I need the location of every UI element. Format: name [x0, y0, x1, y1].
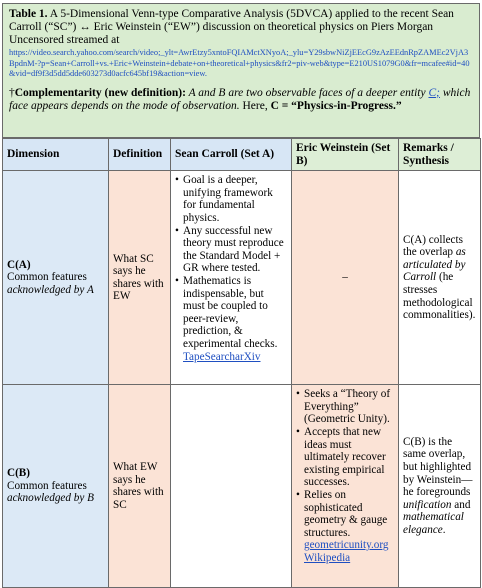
- row-b-dimension: [3, 385, 109, 588]
- row-a-definition: What SC says he shares with EW: [109, 171, 171, 385]
- list-item: • Any successful new theory must reproduce the Standard Model + GR where tested.: [175, 225, 287, 275]
- list-item: • Seeks a “Theory of Everything” (Geometric Unity).: [296, 388, 394, 426]
- header-dimension: Dimension: [3, 139, 109, 171]
- row-b-weinstein: [292, 385, 399, 588]
- header-carroll: Sean Carroll (Set A): [171, 139, 292, 171]
- list-item: • Goal is a deeper, unifying framework for fundamental physics.: [175, 174, 287, 224]
- row-b-remarks-italic-2: mathematical elegance: [403, 511, 464, 536]
- row-b-remarks-italic-1: unification: [403, 498, 452, 511]
- header-weinstein: Eric Weinstein (Set B): [292, 139, 399, 171]
- row-b-carroll: [171, 385, 292, 588]
- note-definition: A and B are two observable faces of a deeper entity: [185, 86, 429, 99]
- note-physics-in-progress: C = “Physics-in-Progress.”: [270, 99, 402, 112]
- row-b-remarks-end: .: [442, 523, 446, 536]
- row-b-weinstein-list: [296, 388, 394, 539]
- list-item: • Accepts that new ideas must ultimately recover existing empirical successes.: [296, 426, 394, 489]
- row-a-remarks-italic: as articulated by Carroll: [403, 246, 466, 284]
- note-here: Here,: [239, 99, 271, 112]
- geometricunity-link[interactable]: geometricunity.org: [304, 539, 389, 552]
- row-a-title: C(A): [7, 258, 31, 271]
- dagger-mark: †: [9, 86, 15, 99]
- row-a-remarks-text: C(A) collects the overlap: [403, 233, 463, 259]
- list-item: • Mathematics is indispensable, but must be coupled to peer-review, prediction, & experimental checks.: [175, 275, 287, 351]
- row-a-weinstein: –: [292, 171, 399, 385]
- note-entity: C;: [428, 86, 440, 99]
- wikipedia-link[interactable]: Wikipedia: [304, 551, 351, 564]
- header-row: [3, 139, 481, 171]
- complementarity-note: [9, 87, 473, 113]
- caption-body: A 5-Dimensional Venn-type Comparative Analysis (5DVCA) applied to the recent Sean Carroll (“SC”) ↔ Eric Weinstein (“EW”) discussion on theoretical physics on Piers Morgan Uncensored streamed at: [9, 8, 454, 46]
- row-a-dimension: [3, 171, 109, 385]
- row-b-definition: What EW says he shares with SC: [109, 385, 171, 588]
- row-a-dim-text: Common features: [7, 271, 87, 284]
- note-heading: Complementarity (new definition):: [14, 86, 186, 99]
- header-definition: Definition: [109, 139, 171, 171]
- row-a-carroll: [171, 171, 292, 385]
- row-a-remarks-end: (he stresses methodological commonalities).: [403, 271, 476, 322]
- row-b-dim-text: Common features: [7, 479, 87, 492]
- caption-label: Table 1.: [9, 8, 48, 20]
- row-a-remarks: [399, 171, 481, 385]
- tapesearch-arxiv-link[interactable]: TapeSearcharXiv: [183, 350, 261, 363]
- table-row: [3, 385, 481, 588]
- list-item: • Relies on sophisticated geometry & gauge structures.: [296, 489, 394, 539]
- caption-text: [9, 8, 473, 47]
- row-b-dim-italic: acknowledged by B: [7, 492, 94, 505]
- note-definition-end: which face appears depends on the mode of observation.: [9, 86, 471, 112]
- header-remarks: Remarks / Synthesis: [399, 139, 481, 171]
- row-a-carroll-list: [175, 174, 287, 350]
- row-b-remarks-text: C(B) is the same overlap, but highlighted by Weinstein—he foregrounds: [403, 435, 473, 499]
- source-url-link[interactable]: https://video.search.yahoo.com/search/video;_ylt=AwrEtzy5xntoFQIAMctXNyoA;_ylu=Y29sbwNiZjEEcG9zAzEEdnRpZAMEc2VjA3BpdnM-?p=Sean+Carroll+vs.+Eric+Weinstein+debate+on+theoretical+physics&fr2=piv-web&type=E210US1079G0&fr=mcafee#id=40&vid=df9f3d5dd5dde603273d0acfc645bf19&action=view.: [9, 48, 470, 78]
- table-caption: [2, 3, 480, 138]
- table-row: [3, 171, 481, 385]
- row-b-title: C(B): [7, 467, 30, 480]
- comparison-table: [2, 138, 481, 588]
- row-b-remarks: [399, 385, 481, 588]
- row-a-dim-italic: acknowledged by A: [7, 283, 94, 296]
- row-b-remarks-and: and: [451, 498, 471, 511]
